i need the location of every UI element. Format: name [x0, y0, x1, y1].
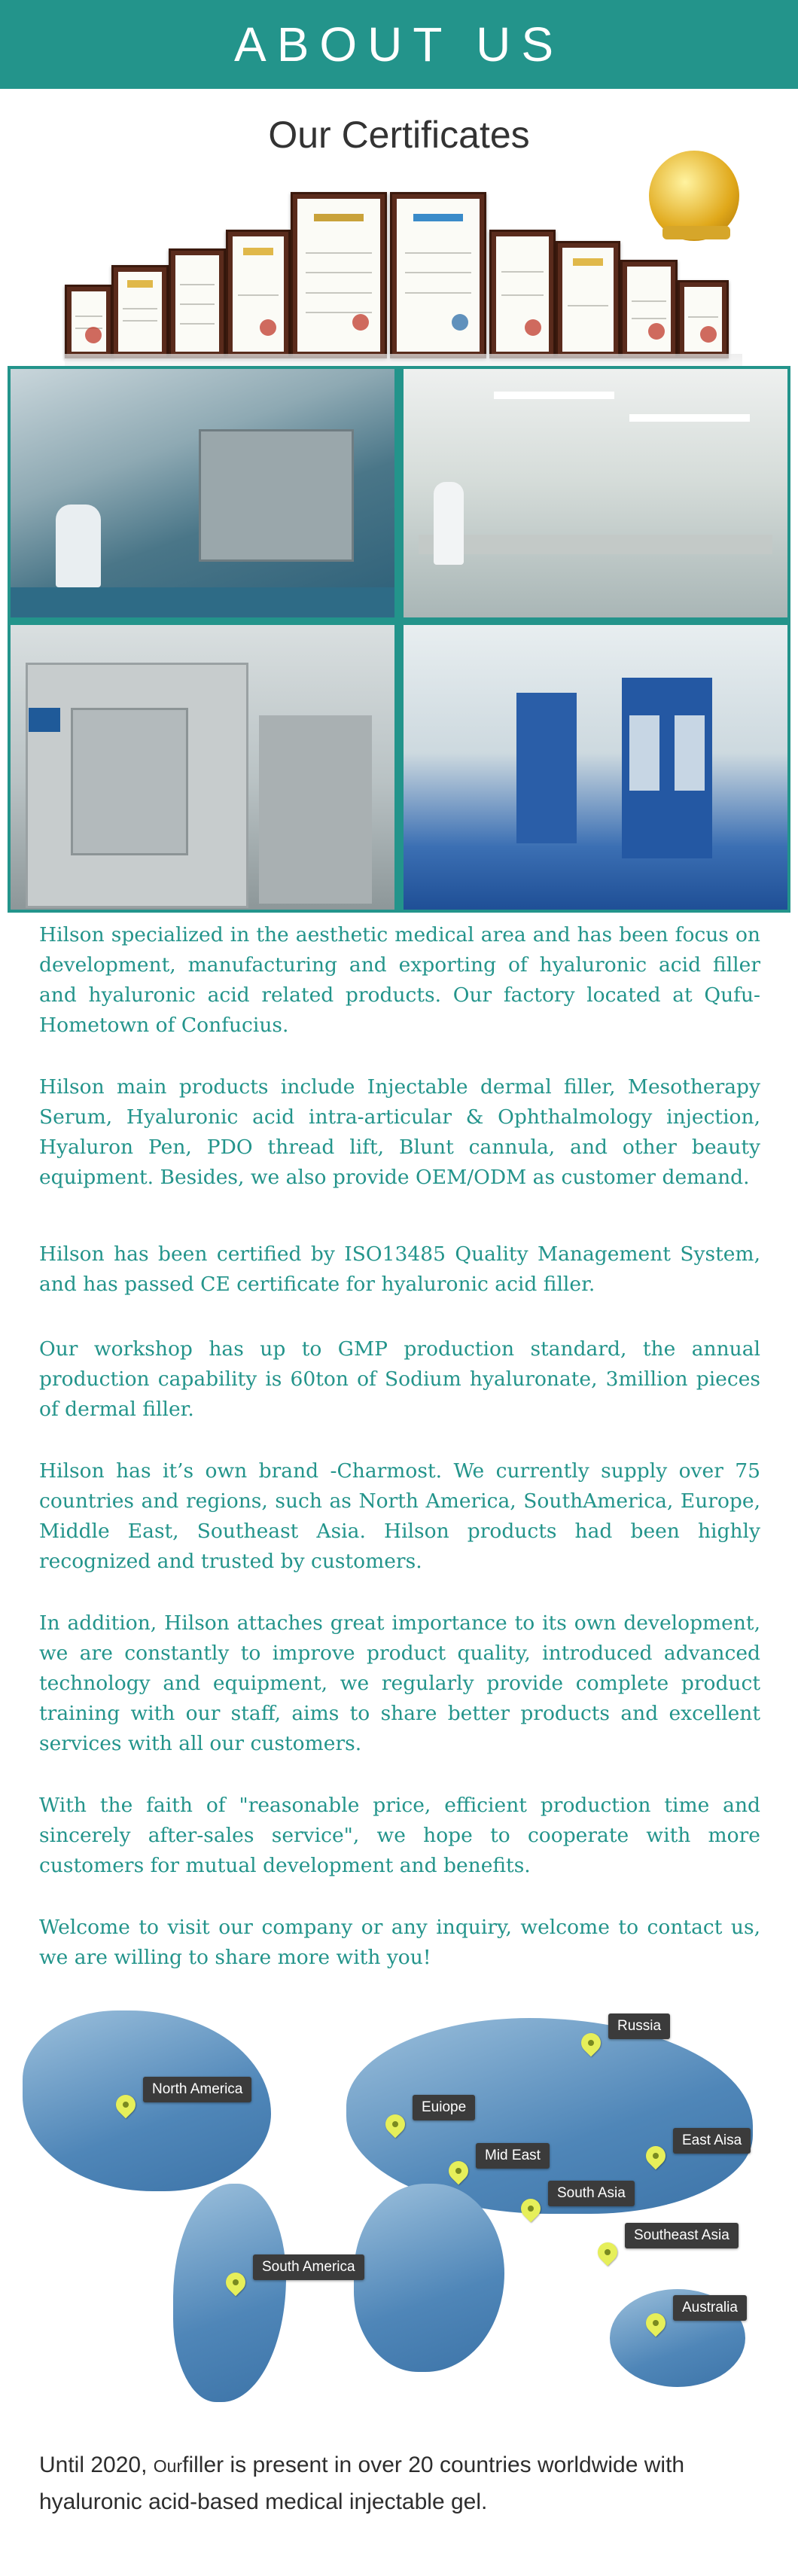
- cleanroom-photo-workstation: [11, 369, 394, 617]
- region-label-southeast-asia: Southeast Asia: [625, 2223, 739, 2248]
- certificate-frame: [620, 260, 678, 358]
- certification-paragraph: Hilson has been certified by ISO13485 Quality Management System, and has passed CE certificate for hyaluronic acid filler.: [39, 1242, 760, 1296]
- footer-statement: [39, 2447, 762, 2520]
- factory-photo-grid: [8, 366, 790, 913]
- footer-suffix: filler is present in over 20 countries worldwide with hyaluronic acid-based medical injectable gel.: [39, 2453, 685, 2514]
- cleanroom-photo-sterilizer: [11, 625, 394, 910]
- intro-paragraph: Hilson specialized in the aesthetic medical area and has been focus on development, manufacturing and exporting of hyaluronic acid filler and hyaluronic acid related products. Our factory located at Qufu-Hometown of Confucius.: [39, 923, 760, 1037]
- region-label-mid-east: Mid East: [476, 2143, 550, 2169]
- certificate-frame: [291, 192, 387, 358]
- certificates-image: [65, 170, 742, 366]
- workshop-paragraph: Our workshop has up to GMP production standard, the annual production capability is 60ton of Sodium hyaluronate, 3million pieces of dermal filler.: [39, 1337, 760, 1421]
- region-label-north-america: North America: [143, 2077, 251, 2102]
- certificate-frame: [169, 248, 226, 358]
- about-us-banner: [0, 0, 798, 89]
- footer-prefix: Until 2020,: [39, 2453, 148, 2477]
- certificate-frame: [556, 241, 620, 358]
- gold-award-ribbon: [662, 226, 730, 239]
- brand-paragraph: Hilson has it’s own brand -Charmost. We currently supply over 75 countries and regions, such as North America, SouthAmerica, Europe, Middle East, Southeast Asia. Hilson products had been highly recognized and trusted by customers.: [39, 1459, 760, 1573]
- region-label-south-america: South America: [253, 2254, 364, 2280]
- footer-our: Our: [153, 2456, 183, 2476]
- development-paragraph: In addition, Hilson attaches great importance to its own development, we are constantly to improve product quality, introduced advanced technology and equipment, we regularly provide complete product training with our staff, aims to share better products and excellent services with all our customers.: [39, 1611, 760, 1755]
- world-map: [15, 1988, 775, 2432]
- welcome-paragraph: Welcome to visit our company or any inquiry, welcome to contact us, we are willing to share more with you!: [39, 1916, 760, 1969]
- faith-paragraph: With the faith of "reasonable price, efficient production time and sincerely after-sales service", we hope to cooperate with more customers for mutual development and benefits.: [39, 1794, 760, 1877]
- certificate-frame: [111, 265, 169, 358]
- region-label-europe: Euiope: [413, 2095, 475, 2120]
- certificate-frame: [390, 192, 486, 358]
- certificate-frame: [226, 230, 291, 358]
- certificate-frame: [65, 285, 113, 358]
- products-paragraph: Hilson main products include Injectable dermal filler, Mesotherapy Serum, Hyaluronic acid intra-articular & Ophthalmology injection, Hyaluron Pen, PDO thread lift, Blunt cannula, and other beauty equipment. Besides, we also provide OEM/ODM as customer demand.: [39, 1075, 760, 1189]
- region-label-australia: Australia: [673, 2295, 747, 2321]
- region-label-south-asia: South Asia: [548, 2181, 635, 2206]
- cleanroom-photo-corridor: [404, 625, 787, 910]
- certificate-frame: [489, 230, 556, 358]
- cleanroom-photo-lab-bench: [404, 369, 787, 617]
- banner-title: ABOUT US: [234, 17, 564, 72]
- region-label-east-asia: East Aisa: [673, 2128, 751, 2154]
- certificate-frame: [678, 280, 729, 358]
- certificates-heading: Our Certificates: [268, 114, 530, 156]
- region-label-russia: Russia: [608, 2014, 670, 2039]
